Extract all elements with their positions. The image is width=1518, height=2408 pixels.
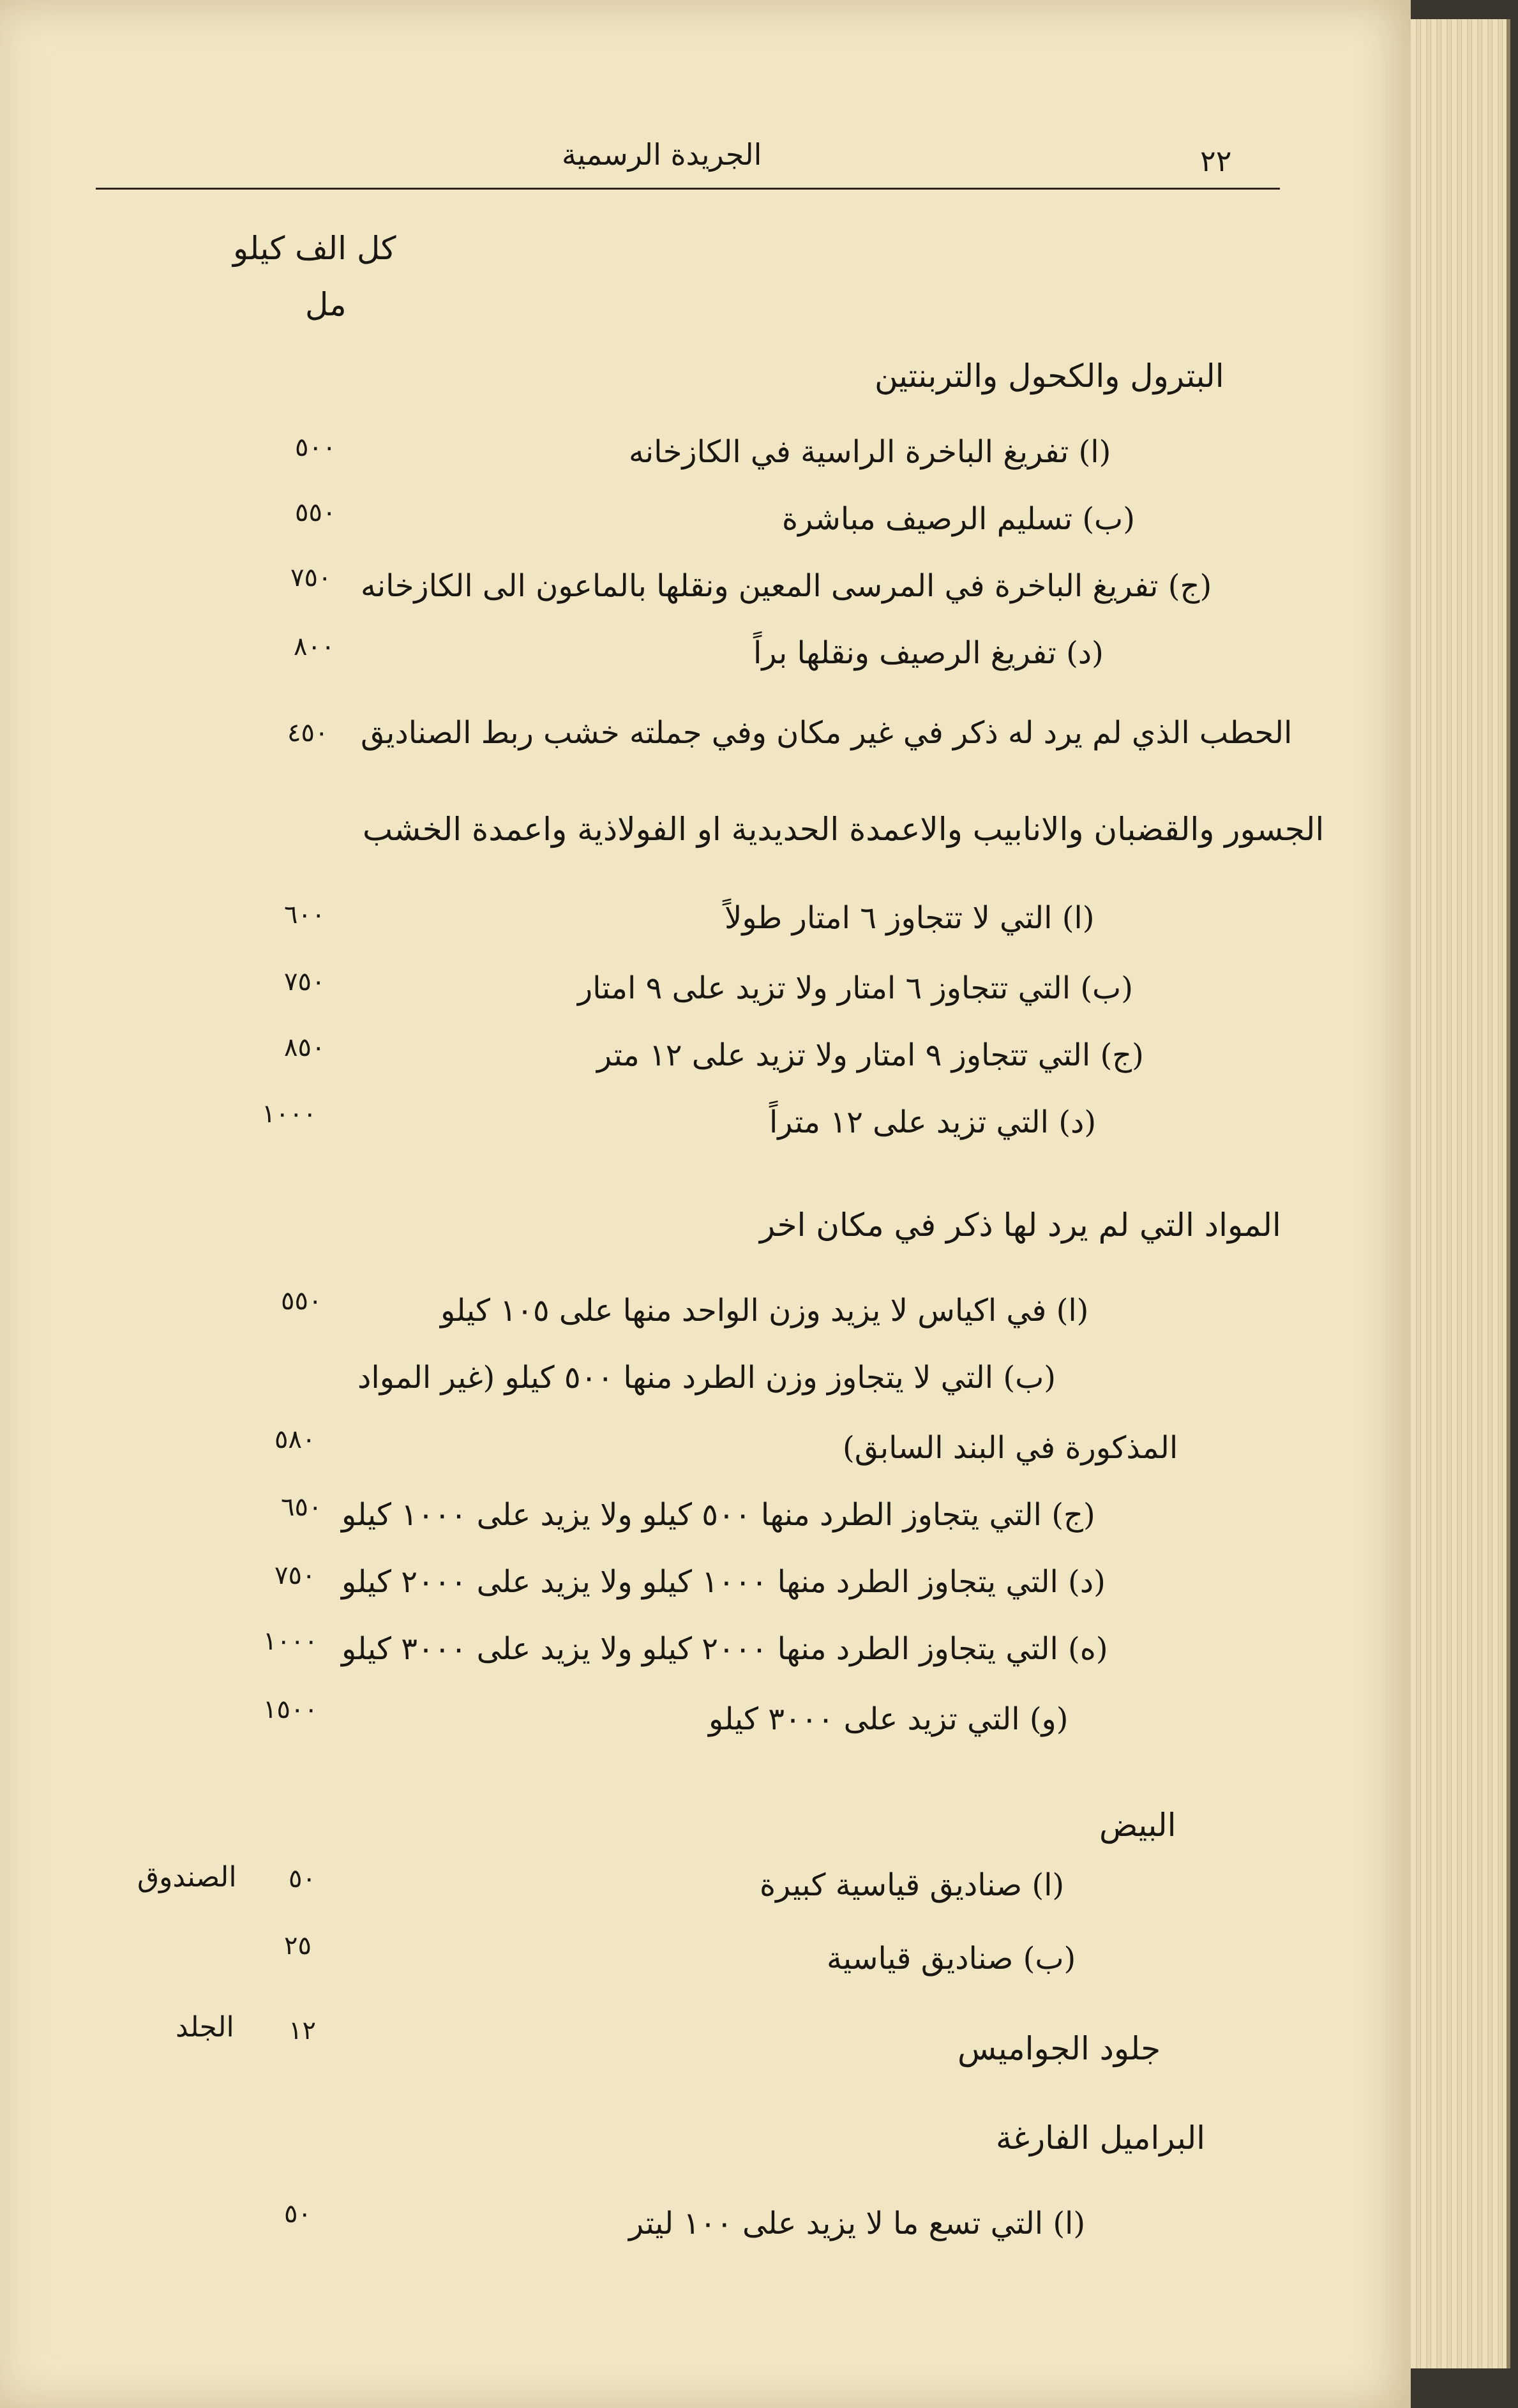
list-item: (ب) تسليم الرصيف مباشرة: [782, 501, 1135, 537]
item-value: ١٠٠٠: [262, 1099, 317, 1129]
list-item: (ب) التي تتجاوز ٦ امتار ولا تزيد على ٩ امتار: [578, 970, 1133, 1006]
item-value: ٥٨٠: [274, 1425, 316, 1454]
header-rule: [96, 188, 1280, 190]
item-value: ٦٠٠: [284, 900, 326, 929]
list-item: (ب) صناديق قياسية: [827, 1941, 1076, 1976]
item-value: ٤٥٠: [287, 718, 329, 748]
list-item: (د) تفريغ الرصيف ونقلها براً: [753, 635, 1104, 671]
item-value: ٥٠: [289, 1864, 316, 1893]
unit-label: الصندوق: [137, 1861, 237, 1893]
item-value: ٧٥٠: [274, 1561, 316, 1590]
list-item: (ا) التي تسع ما لا يزيد على ١٠٠ ليتر: [629, 2206, 1086, 2241]
page-title: الجريدة الرسمية: [562, 137, 762, 172]
section-title-petrol: البترول والكحول والتربنتين: [875, 357, 1224, 395]
item-value: ٧٥٠: [284, 967, 326, 997]
list-item: (د) التي يتجاوز الطرد منها ١٠٠٠ كيلو ولا يزيد على ٢٠٠٠ كيلو: [342, 1564, 1106, 1600]
book-page-edges: [1411, 19, 1510, 2368]
list-item: (ج) تفريغ الباخرة في المرسى المعين ونقلها بالماعون الى الكازخانه: [361, 568, 1212, 604]
item-value: ١٢: [289, 2016, 316, 2045]
item-value: ٢٥: [284, 1931, 312, 1960]
item-value: ٧٥٠: [290, 563, 332, 592]
section-title-barrels: البراميل الفارغة: [996, 2119, 1206, 2156]
item-value: ١٥٠٠: [263, 1695, 318, 1724]
list-item: (ا) التي لا تتجاوز ٦ امتار طولاً: [725, 900, 1095, 936]
list-item: (ج) التي يتجاوز الطرد منها ٥٠٠ كيلو ولا يزيد على ١٠٠٠ كيلو: [342, 1497, 1095, 1533]
list-item: (ا) في اكياس لا يزيد وزن الواحد منها على ١٠٥ كيلو: [440, 1293, 1089, 1328]
list-item: (ا) تفريغ الباخرة الراسية في الكازخانه: [629, 434, 1111, 470]
section-title-bridges: الجسور والقضبان والانابيب والاعمدة الحديدية او الفولاذية واعمدة الخشب: [363, 811, 1325, 848]
item-value: ٥٥٠: [295, 498, 336, 527]
item-value: ٨٥٠: [284, 1033, 326, 1062]
unit-label: الجلد: [176, 2011, 234, 2043]
item-value: ٥٠٠: [295, 433, 336, 462]
item-value: ٥٥٠: [281, 1286, 322, 1316]
section-title-materials: المواد التي لم يرد لها ذكر في مكان اخر: [760, 1207, 1281, 1244]
wood-line: الحطب الذي لم يرد له ذكر في غير مكان وفي جملته خشب ربط الصناديق: [361, 715, 1293, 751]
item-value: ٨٠٠: [294, 632, 335, 661]
list-item: المذكورة في البند السابق): [843, 1430, 1178, 1466]
section-title-hides: جلود الجواميس: [958, 2030, 1161, 2067]
list-item: (د) التي تزيد على ١٢ متراً: [769, 1104, 1097, 1140]
unit-header-line2: مل: [305, 286, 347, 323]
list-item: (ب) التي لا يتجاوز وزن الطرد منها ٥٠٠ كيلو (غير المواد: [357, 1360, 1056, 1396]
item-value: ١٠٠٠: [263, 1627, 318, 1656]
page-number: ٢٢: [1200, 144, 1232, 178]
item-value: ٥٠: [284, 2199, 312, 2229]
list-item: (و) التي تزيد على ٣٠٠٠ كيلو: [709, 1701, 1069, 1737]
unit-header-line1: كل الف كيلو: [233, 230, 396, 267]
list-item: (ا) صناديق قياسية كبيرة: [760, 1867, 1065, 1903]
section-title-eggs: البيض: [1099, 1807, 1176, 1844]
list-item: (ج) التي تتجاوز ٩ امتار ولا تزيد على ١٢ متر: [597, 1037, 1144, 1073]
item-value: ٦٥٠: [281, 1493, 322, 1522]
list-item: (ه) التي يتجاوز الطرد منها ٢٠٠٠ كيلو ولا يزيد على ٣٠٠٠ كيلو: [342, 1631, 1108, 1667]
